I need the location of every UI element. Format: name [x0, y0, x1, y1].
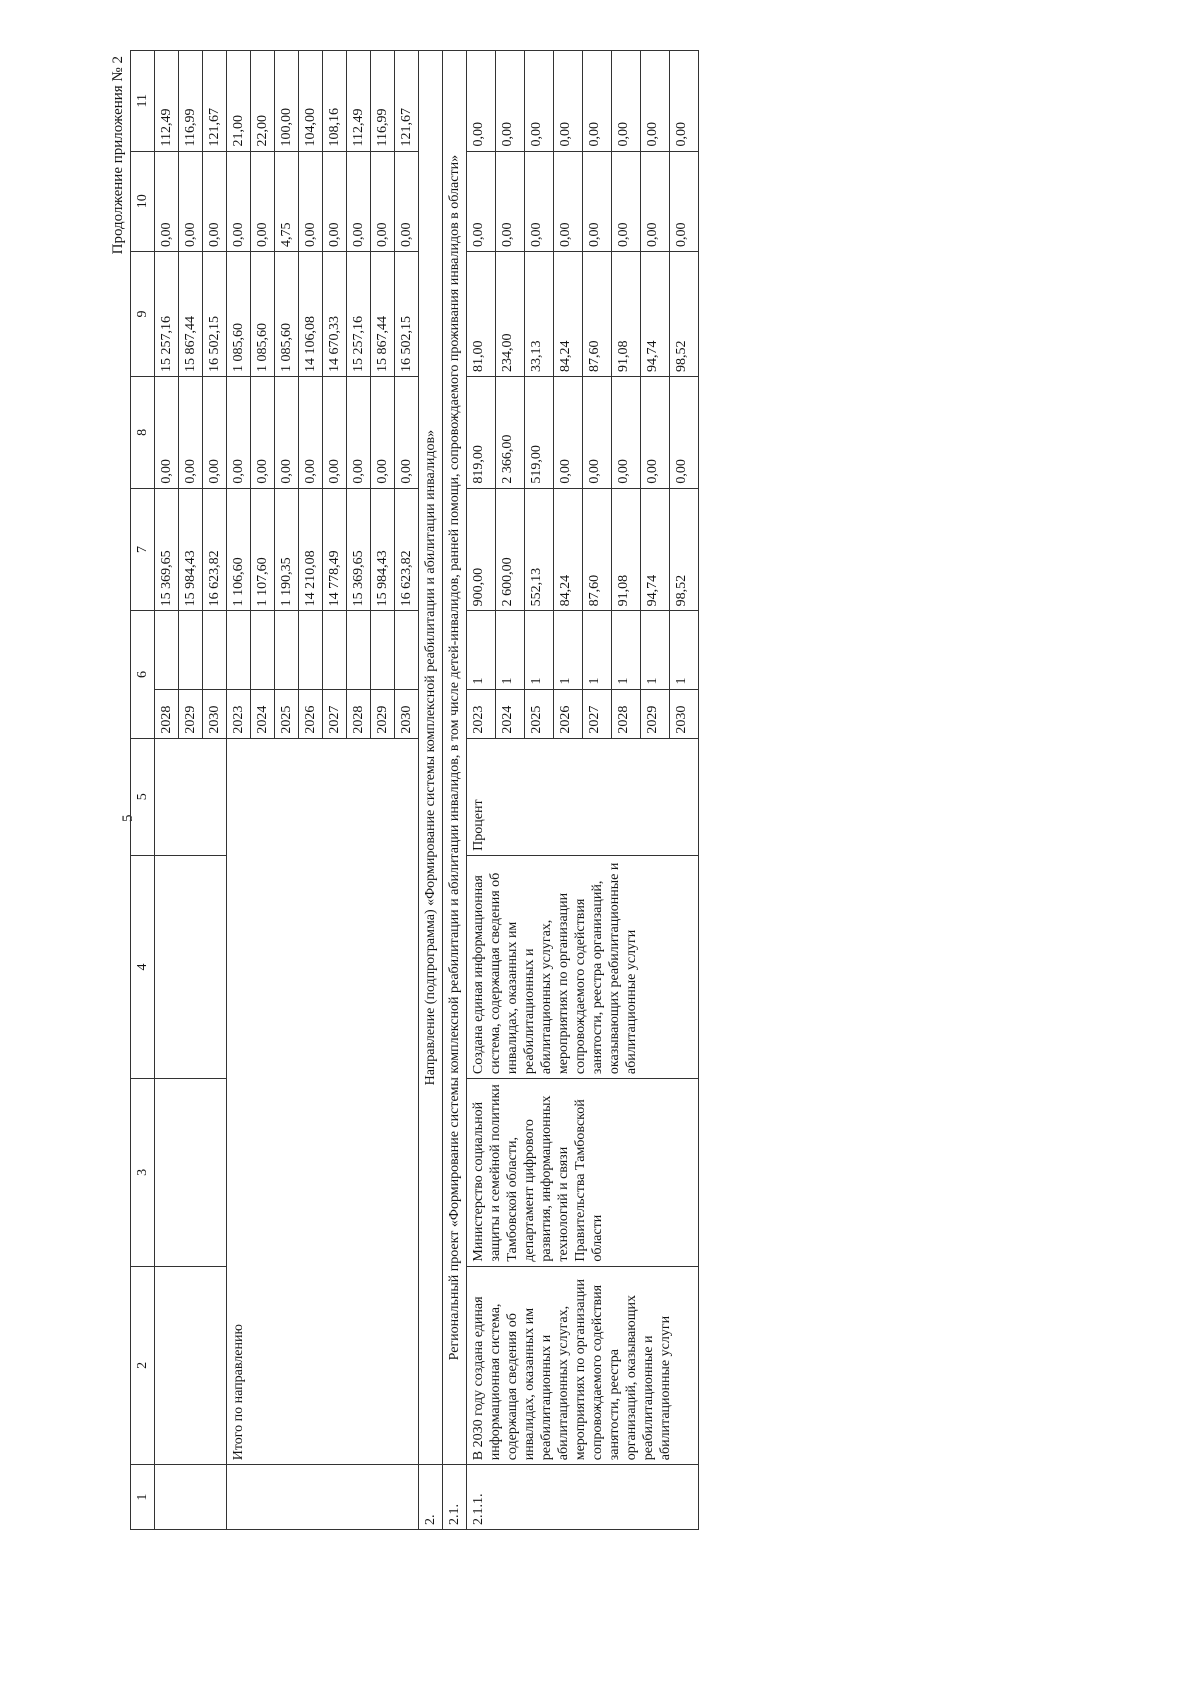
year-cell: 2030 — [203, 689, 227, 738]
section-number: 2. — [419, 1465, 443, 1530]
value-cell: 1 085,60 — [251, 251, 275, 376]
header-cell: 9 — [131, 251, 155, 376]
value-cell: 0,00 — [641, 377, 670, 489]
continuation-label: Продолжение приложения № 2 — [110, 56, 126, 255]
value-cell: 1 190,35 — [275, 488, 299, 611]
value-cell: 0,00 — [554, 51, 583, 152]
indicator-text: Создана единая информационная система, содержащая сведения об инвалидах, оказанных им реабилитационных и абилитационных услугах, мероприятиях по организации сопровождаемого содействия занятости, реестра организаций, оказывающих реабилитационные и абилитационные услуги — [467, 855, 699, 1078]
year-cell: 2029 — [371, 689, 395, 738]
value-cell: 1 106,60 — [227, 488, 251, 611]
year-cell: 2025 — [525, 689, 554, 738]
cell-empty — [395, 611, 419, 689]
value-cell: 121,67 — [395, 51, 419, 152]
value-cell: 0,00 — [496, 151, 525, 251]
year-cell: 2027 — [323, 689, 347, 738]
cell-empty — [299, 611, 323, 689]
page-number: 5 — [120, 814, 136, 822]
value-cell: 519,00 — [525, 377, 554, 489]
value-cell: 15 257,16 — [347, 251, 371, 376]
year-cell: 2026 — [299, 689, 323, 738]
value-cell: 0,00 — [323, 377, 347, 489]
cell-empty — [155, 855, 227, 1078]
result-text: В 2030 году создана единая информационная система, содержащая сведения об инвалидах, оказанных им реабилитационных и абилитационных услугах, мероприятиях по организации сопровождаемого содействия занятости, реестра организаций, оказывающих реабилитационные и абилитационные услуги — [467, 1266, 699, 1465]
header-cell: 8 — [131, 377, 155, 489]
value-cell: 16 502,15 — [395, 251, 419, 376]
value-cell: 87,60 — [583, 488, 612, 611]
value-cell: 100,00 — [275, 51, 299, 152]
value-cell: 1 — [670, 611, 699, 689]
cell-empty — [323, 611, 347, 689]
value-cell: 81,00 — [467, 251, 496, 376]
value-cell: 112,49 — [347, 51, 371, 152]
rotated-landscape-sheet — [20, 20, 1120, 1620]
year-cell: 2029 — [179, 689, 203, 738]
header-cell: 1 — [131, 1465, 155, 1530]
value-cell: 0,00 — [641, 151, 670, 251]
value-cell: 94,74 — [641, 251, 670, 376]
cell-empty — [155, 611, 179, 689]
header-cell: 11 — [131, 51, 155, 152]
year-cell: 2030 — [395, 689, 419, 738]
year-cell: 2028 — [155, 689, 179, 738]
value-cell: 0,00 — [554, 151, 583, 251]
value-cell: 0,00 — [203, 377, 227, 489]
value-cell: 0,00 — [583, 377, 612, 489]
value-cell: 1 — [525, 611, 554, 689]
cell-empty — [251, 611, 275, 689]
value-cell: 33,13 — [525, 251, 554, 376]
year-cell: 2029 — [641, 689, 670, 738]
value-cell: 14 106,08 — [299, 251, 323, 376]
table-row — [155, 51, 179, 1530]
cell-empty — [371, 611, 395, 689]
value-cell: 0,00 — [323, 151, 347, 251]
total-label: Итого по направлению — [227, 738, 419, 1465]
value-cell: 112,49 — [155, 51, 179, 152]
value-cell: 0,00 — [203, 151, 227, 251]
value-cell: 84,24 — [554, 488, 583, 611]
value-cell: 0,00 — [347, 377, 371, 489]
value-cell: 0,00 — [670, 151, 699, 251]
value-cell: 0,00 — [275, 377, 299, 489]
year-cell: 2024 — [496, 689, 525, 738]
value-cell: 98,52 — [670, 488, 699, 611]
cell-empty — [155, 1465, 227, 1530]
value-cell: 0,00 — [583, 151, 612, 251]
value-cell: 1 — [467, 611, 496, 689]
unit-text: Процент — [467, 738, 699, 855]
value-cell: 104,00 — [299, 51, 323, 152]
year-cell: 2027 — [583, 689, 612, 738]
value-cell: 15 984,43 — [371, 488, 395, 611]
section-row — [419, 51, 443, 1530]
value-cell: 819,00 — [467, 377, 496, 489]
cell-empty — [227, 611, 251, 689]
cell-empty — [275, 611, 299, 689]
cell-empty — [203, 611, 227, 689]
value-cell: 1 — [583, 611, 612, 689]
value-cell: 0,00 — [371, 377, 395, 489]
value-cell: 14 778,49 — [323, 488, 347, 611]
value-cell: 0,00 — [612, 377, 641, 489]
subsection-row — [443, 51, 467, 1530]
cell-empty — [155, 1266, 227, 1465]
cell-empty — [155, 1079, 227, 1267]
value-cell: 15 867,44 — [179, 251, 203, 376]
value-cell: 0,00 — [227, 377, 251, 489]
value-cell: 91,08 — [612, 251, 641, 376]
year-cell: 2028 — [347, 689, 371, 738]
table-row — [227, 51, 251, 1530]
value-cell: 16 623,82 — [395, 488, 419, 611]
value-cell: 0,00 — [395, 377, 419, 489]
value-cell: 0,00 — [299, 151, 323, 251]
item-number: 2.1.1. — [467, 1465, 699, 1530]
value-cell: 0,00 — [155, 151, 179, 251]
value-cell: 15 257,16 — [155, 251, 179, 376]
value-cell: 84,24 — [554, 251, 583, 376]
value-cell: 91,08 — [612, 488, 641, 611]
value-cell: 2 366,00 — [496, 377, 525, 489]
value-cell: 1 085,60 — [227, 251, 251, 376]
header-cell: 10 — [131, 151, 155, 251]
value-cell: 0,00 — [371, 151, 395, 251]
header-cell: 4 — [131, 855, 155, 1078]
value-cell: 234,00 — [496, 251, 525, 376]
section-title: Направление (подпрограмма) «Формирование системы комплексной реабилитации и абилитации инвалидов» — [419, 51, 443, 1465]
value-cell: 1 107,60 — [251, 488, 275, 611]
value-cell: 0,00 — [525, 151, 554, 251]
value-cell: 0,00 — [299, 377, 323, 489]
value-cell: 900,00 — [467, 488, 496, 611]
value-cell: 1 085,60 — [275, 251, 299, 376]
value-cell: 15 984,43 — [179, 488, 203, 611]
value-cell: 0,00 — [525, 51, 554, 152]
value-cell: 0,00 — [670, 51, 699, 152]
value-cell: 0,00 — [496, 51, 525, 152]
responsible-text: Министерство социальной защиты и семейной политики Тамбовской области, департамент цифрового развития, информационных технологий и связи Правительства Тамбовской области — [467, 1079, 699, 1267]
value-cell: 0,00 — [227, 151, 251, 251]
header-cell: 5 — [131, 738, 155, 855]
value-cell: 87,60 — [583, 251, 612, 376]
value-cell: 1 — [612, 611, 641, 689]
year-cell: 2026 — [554, 689, 583, 738]
header-cell: 6 — [131, 611, 155, 738]
value-cell: 0,00 — [395, 151, 419, 251]
value-cell: 0,00 — [612, 151, 641, 251]
value-cell: 94,74 — [641, 488, 670, 611]
cell-empty — [347, 611, 371, 689]
year-cell: 2023 — [227, 689, 251, 738]
value-cell: 14 670,33 — [323, 251, 347, 376]
value-cell: 15 369,65 — [155, 488, 179, 611]
value-cell: 0,00 — [251, 377, 275, 489]
value-cell: 0,00 — [179, 377, 203, 489]
value-cell: 0,00 — [612, 51, 641, 152]
subsection-number: 2.1. — [443, 1465, 467, 1530]
value-cell: 4,75 — [275, 151, 299, 251]
value-cell: 0,00 — [347, 151, 371, 251]
budget-table — [130, 50, 699, 1530]
header-cell: 3 — [131, 1079, 155, 1267]
year-cell: 2025 — [275, 689, 299, 738]
value-cell: 98,52 — [670, 251, 699, 376]
value-cell: 116,99 — [371, 51, 395, 152]
value-cell: 21,00 — [227, 51, 251, 152]
value-cell: 16 623,82 — [203, 488, 227, 611]
value-cell: 0,00 — [641, 51, 670, 152]
table-row — [467, 51, 496, 1530]
value-cell: 0,00 — [155, 377, 179, 489]
value-cell: 2 600,00 — [496, 488, 525, 611]
value-cell: 0,00 — [467, 51, 496, 152]
value-cell: 0,00 — [670, 377, 699, 489]
header-cell: 7 — [131, 488, 155, 611]
value-cell: 0,00 — [583, 51, 612, 152]
value-cell: 116,99 — [179, 51, 203, 152]
year-cell: 2030 — [670, 689, 699, 738]
value-cell: 0,00 — [554, 377, 583, 489]
value-cell: 0,00 — [179, 151, 203, 251]
value-cell: 14 210,08 — [299, 488, 323, 611]
value-cell: 108,16 — [323, 51, 347, 152]
value-cell: 121,67 — [203, 51, 227, 152]
value-cell: 22,00 — [251, 51, 275, 152]
value-cell: 0,00 — [251, 151, 275, 251]
subsection-title: Региональный проект «Формирование системы комплексной реабилитации и абилитации инвалидов, в том числе детей-инвалидов, ранней помощи, сопровождаемого проживания инвалидов в области» — [443, 51, 467, 1465]
value-cell: 1 — [496, 611, 525, 689]
value-cell: 552,13 — [525, 488, 554, 611]
header-row — [131, 51, 155, 1530]
value-cell: 0,00 — [467, 151, 496, 251]
cell-empty — [179, 611, 203, 689]
value-cell: 15 867,44 — [371, 251, 395, 376]
value-cell: 16 502,15 — [203, 251, 227, 376]
header-cell: 2 — [131, 1266, 155, 1465]
value-cell: 1 — [554, 611, 583, 689]
value-cell: 15 369,65 — [347, 488, 371, 611]
value-cell: 1 — [641, 611, 670, 689]
year-cell: 2024 — [251, 689, 275, 738]
cell-empty — [227, 1465, 419, 1530]
year-cell: 2023 — [467, 689, 496, 738]
year-cell: 2028 — [612, 689, 641, 738]
cell-empty — [155, 738, 227, 855]
